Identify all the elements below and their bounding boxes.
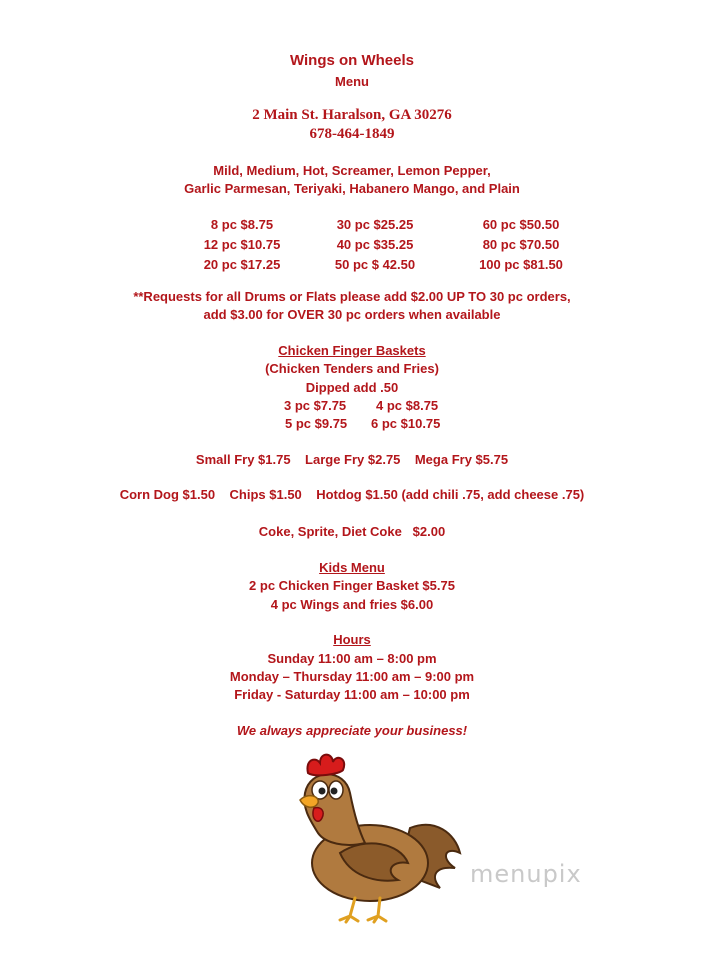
finger-price: 5 pc $9.75 <box>285 416 348 431</box>
phone-number: 678-464-1849 <box>309 126 395 142</box>
flavors-line-1: Mild, Medium, Hot, Screamer, Lemon Pepper, <box>213 163 491 178</box>
drums-flats-note-1: **Requests for all Drums or Flats please add $2.00 UP TO 30 pc orders, <box>133 289 571 304</box>
hours-line: Monday – Thursday 11:00 am – 9:00 pm <box>229 669 475 684</box>
wing-price-column-2 <box>305 215 445 275</box>
wing-price: 50 pc $ 42.50 <box>334 257 416 272</box>
restaurant-title: Wings on Wheels <box>289 52 415 69</box>
kids-menu-item: 4 pc Wings and fries $6.00 <box>270 597 434 612</box>
dipped-note: Dipped add .50 <box>305 380 399 395</box>
watermark: menupix <box>470 860 582 888</box>
wing-price: 100 pc $81.50 <box>479 257 563 272</box>
chicken-finger-heading: Chicken Finger Baskets <box>278 343 426 358</box>
flavors-line-2: Garlic Parmesan, Teriyaki, Habanero Mango, and Plain <box>184 181 520 196</box>
hours-line: Sunday 11:00 am – 8:00 pm <box>267 651 437 666</box>
hours-heading: Hours <box>333 632 371 647</box>
wing-price: 60 pc $50.50 <box>482 217 560 232</box>
wing-price: 12 pc $10.75 <box>203 237 281 252</box>
fries-prices: Small Fry $1.75 Large Fry $2.75 Mega Fry $5.75 <box>195 452 509 467</box>
finger-price: 4 pc $8.75 <box>376 398 439 413</box>
chicken-illustration <box>270 748 465 928</box>
closing-message: We always appreciate your business! <box>236 723 468 738</box>
drums-flats-note-2: add $3.00 for OVER 30 pc orders when available <box>203 307 501 322</box>
kids-menu-heading: Kids Menu <box>319 560 385 575</box>
address: 2 Main St. Haralson, GA 30276 <box>252 107 452 123</box>
kids-menu-item: 2 pc Chicken Finger Basket $5.75 <box>249 578 455 593</box>
sides-prices: Corn Dog $1.50 Chips $1.50 Hotdog $1.50 (add chili .75, add cheese .75) <box>119 487 585 502</box>
wing-price: 20 pc $17.25 <box>203 257 281 272</box>
wing-price: 40 pc $35.25 <box>336 237 414 252</box>
hours-line: Friday - Saturday 11:00 am – 10:00 pm <box>234 687 470 702</box>
wing-price-column-3 <box>451 215 591 275</box>
finger-price: 3 pc $7.75 <box>284 398 347 413</box>
wing-price: 80 pc $70.50 <box>482 237 560 252</box>
finger-price: 6 pc $10.75 <box>371 416 441 431</box>
wing-price: 8 pc $8.75 <box>210 217 274 232</box>
wing-price-column-1 <box>172 215 312 275</box>
wing-price: 30 pc $25.25 <box>336 217 414 232</box>
chicken-finger-subheading: (Chicken Tenders and Fries) <box>265 361 439 376</box>
drinks-prices: Coke, Sprite, Diet Coke $2.00 <box>258 524 446 539</box>
menu-subtitle: Menu <box>335 74 369 89</box>
